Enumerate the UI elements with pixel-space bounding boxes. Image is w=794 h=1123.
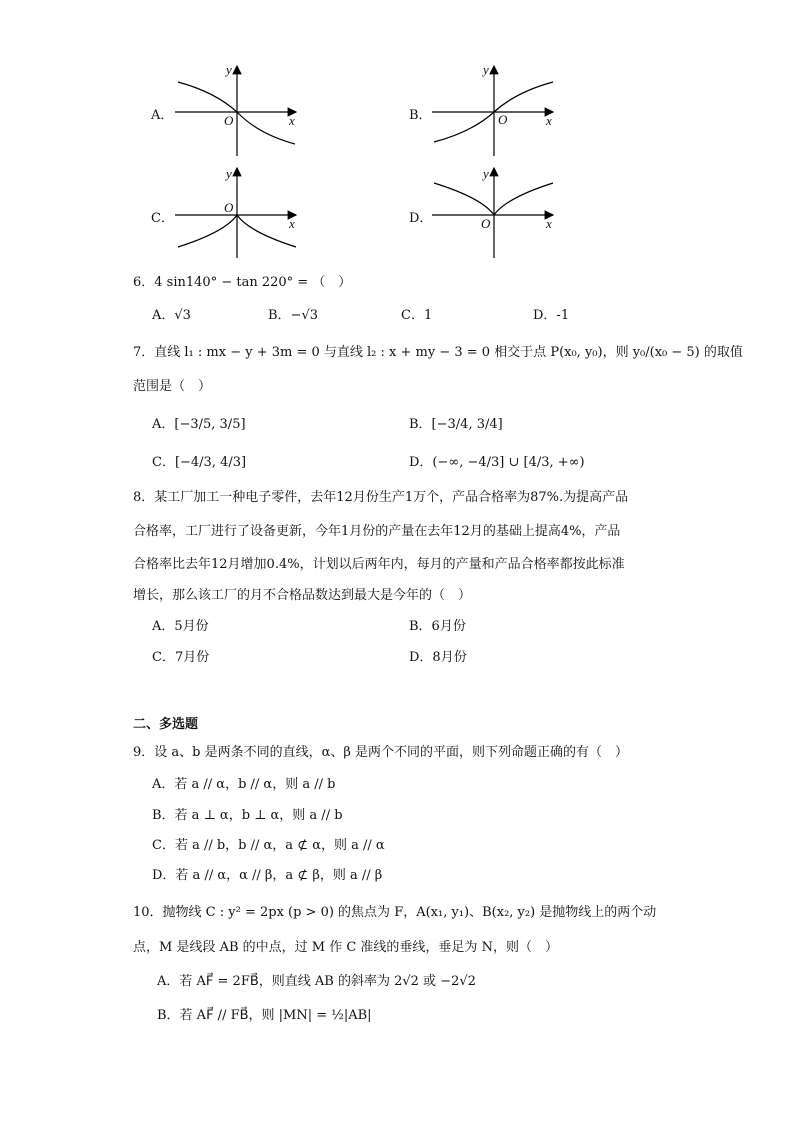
q8-option-d[interactable]: D．8月份 xyxy=(409,650,467,665)
x-label: x xyxy=(546,113,552,128)
x-label: x xyxy=(289,113,295,128)
q6-option-d[interactable]: D．-1 xyxy=(533,308,570,323)
q8-option-c[interactable]: C．7月份 xyxy=(152,650,210,665)
graph-d xyxy=(432,168,553,258)
question-6-stem: 6．4 sin140° − tan 220° = （ ） xyxy=(133,275,352,290)
graph-a xyxy=(175,66,296,156)
q7-option-d[interactable]: D．(−∞, −4/3] ∪ [4/3, +∞) xyxy=(409,455,585,470)
graph-b xyxy=(432,66,553,156)
graph-a-option[interactable]: A． xyxy=(151,108,174,123)
y-label: y xyxy=(226,62,232,77)
graph-d-option[interactable]: D． xyxy=(409,211,433,226)
q9-option-a[interactable]: A．若 a // α，b // α，则 a // b xyxy=(152,777,336,792)
x-label: x xyxy=(546,216,552,231)
question-10-stem-cont: 点，M 是线段 AB 的中点，过 M 作 C 准线的垂线，垂足为 N，则（ ） xyxy=(133,940,558,955)
q10-option-a[interactable]: A．若 AF⃗ = 2FB⃗，则直线 AB 的斜率为 2√2 或 −2√2 xyxy=(157,974,476,989)
question-8-line: 8．某工厂加工一种电子零件，去年12月份生产1万个，产品合格率为87%.为提高产品 xyxy=(133,490,629,505)
y-label: y xyxy=(483,62,489,77)
question-8-line: 合格率，工厂进行了设备更新，今年1月份的产量在去年12月的基础上提高4%，产品 xyxy=(133,524,621,539)
y-label: y xyxy=(226,166,232,181)
question-7-stem-cont: 范围是（ ） xyxy=(133,379,212,394)
graph-c xyxy=(175,168,296,258)
q8-option-b[interactable]: B．6月份 xyxy=(409,619,466,634)
q7-option-a[interactable]: A．[−3/5, 3/5] xyxy=(152,417,246,432)
q7-option-b[interactable]: B．[−3/4, 3/4] xyxy=(409,417,503,432)
origin-label: O xyxy=(224,113,234,128)
q9-option-c[interactable]: C．若 a // b，b // α，a ⊄ α，则 a // α xyxy=(152,838,385,853)
origin-label: O xyxy=(498,112,508,127)
q6-option-c[interactable]: C．1 xyxy=(401,308,433,323)
y-label: y xyxy=(483,166,489,181)
question-8-line: 增长，那么该工厂的月不合格品数达到最大是今年的（ ） xyxy=(133,588,472,603)
q6-option-b[interactable]: B．−√3 xyxy=(268,308,319,323)
function-graphs xyxy=(0,0,794,270)
q9-option-d[interactable]: D．若 a // α，α // β，a ⊄ β，则 a // β xyxy=(152,868,383,883)
q6-option-a[interactable]: A．√3 xyxy=(152,308,191,323)
graph-b-option[interactable]: B． xyxy=(409,108,432,123)
origin-label: O xyxy=(481,216,491,231)
q8-option-a[interactable]: A．5月份 xyxy=(152,619,209,634)
origin-label: O xyxy=(224,200,234,215)
question-10-stem: 10．抛物线 C : y² = 2px (p > 0) 的焦点为 F，A(x₁, y₁)、B(x₂, y₂) 是抛物线上的两个动 xyxy=(133,905,657,920)
q9-option-b[interactable]: B．若 a ⊥ α，b ⊥ α，则 a // b xyxy=(152,808,343,823)
question-7-stem: 7．直线 l₁ : mx − y + 3m = 0 与直线 l₂ : x + my − 3 = 0 相交于点 P(x₀, y₀)，则 y₀/(x₀ − 5) 的取值 xyxy=(133,345,743,360)
question-9-stem: 9．设 a、b 是两条不同的直线，α、β 是两个不同的平面，则下列命题正确的有（ ） xyxy=(133,745,629,760)
q10-option-b[interactable]: B．若 AF⃗ // FB⃗，则 |MN| = ½|AB| xyxy=(157,1008,372,1023)
x-label: x xyxy=(289,216,295,231)
question-8-line: 合格率比去年12月增加0.4%，计划以后两年内，每月的产量和产品合格率都按此标准 xyxy=(133,557,625,572)
q7-option-c[interactable]: C．[−4/3, 4/3] xyxy=(152,455,247,470)
section-heading: 二、多选题 xyxy=(133,717,199,732)
graph-c-option[interactable]: C． xyxy=(151,211,174,226)
